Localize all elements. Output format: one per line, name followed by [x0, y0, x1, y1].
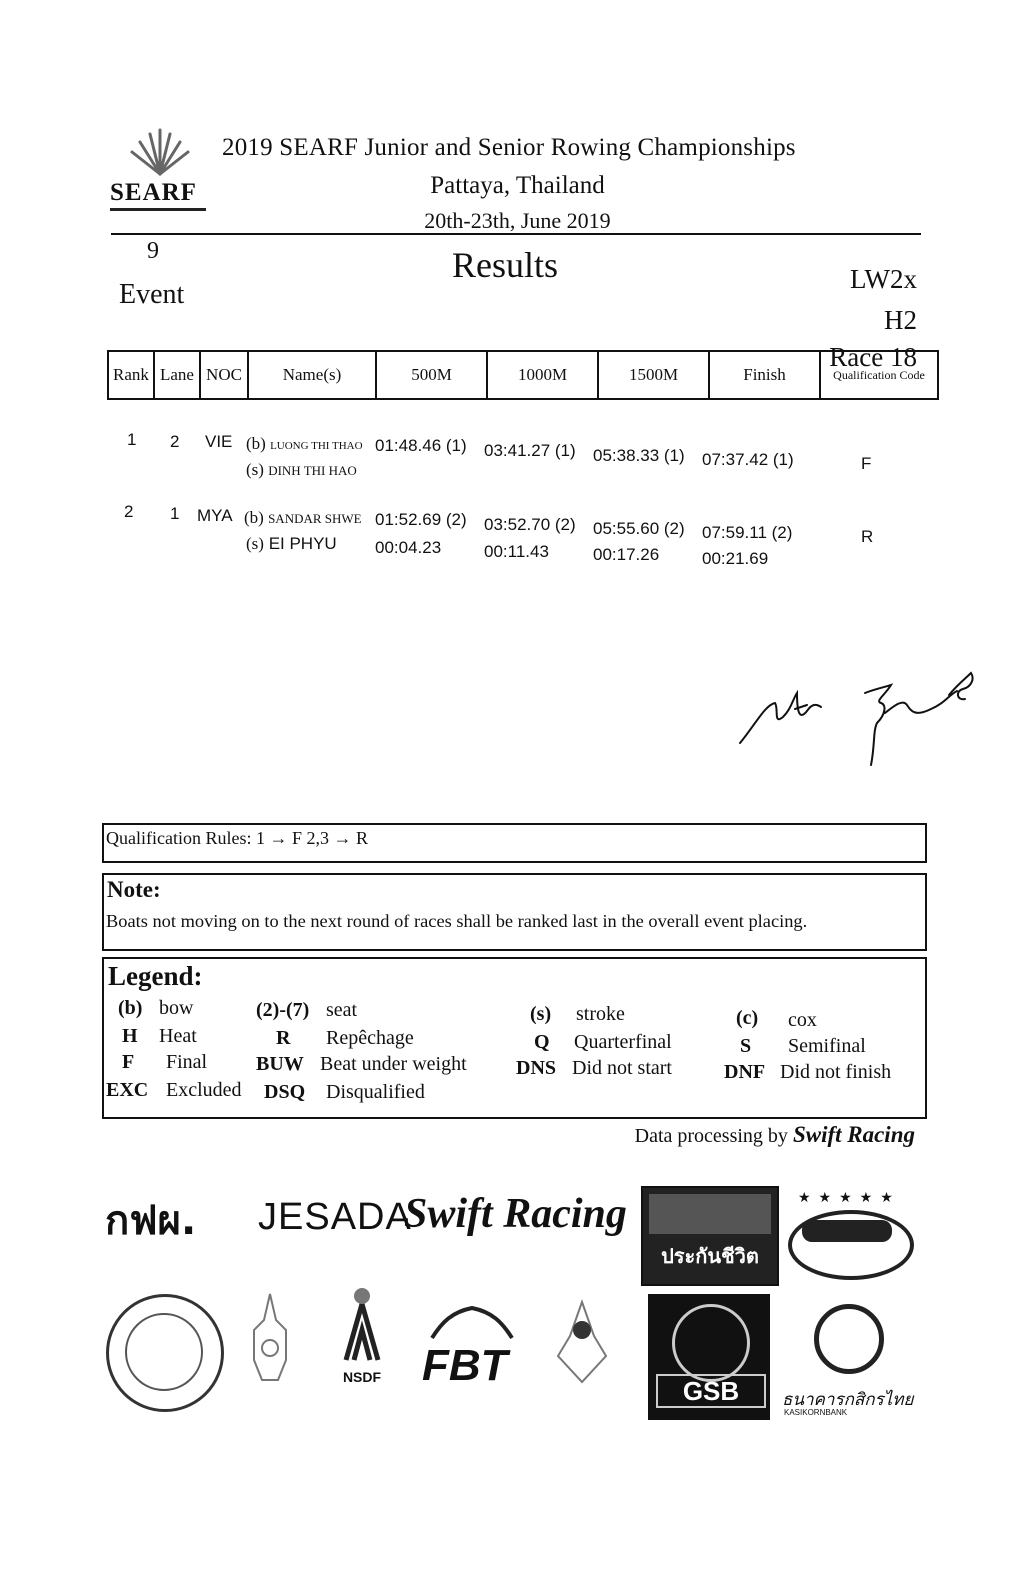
data-processing-credit: [635, 1122, 915, 1148]
results-heading: Results: [452, 245, 559, 285]
jesada-logo: JESADA: [258, 1196, 412, 1238]
qualification-rules: Qualification Rules: 1 → F 2,3 → R: [106, 828, 368, 848]
egat-logo: กฟผ.: [105, 1198, 197, 1244]
bow-name: LUONG THI THAO: [270, 440, 363, 452]
legend-item: Q: [534, 1031, 550, 1053]
stroke-name: EI PHYU: [268, 534, 337, 553]
legend-item: DSQ: [264, 1081, 306, 1103]
delta-finish: 00:21.69: [702, 549, 769, 568]
stroke-prefix: (s): [246, 460, 264, 479]
legend-desc: seat: [326, 999, 358, 1021]
legend-desc: Excluded: [166, 1079, 242, 1101]
data-processing-prefix: Data processing by: [634, 1125, 788, 1147]
col-1500m: 1500M: [598, 351, 709, 399]
lane: 1: [170, 504, 180, 523]
legend-desc: Beat under weight: [320, 1053, 467, 1075]
lane: 2: [170, 432, 180, 451]
legend-title: Legend:: [108, 961, 203, 991]
rank: 2: [124, 502, 134, 521]
legend-item: (b): [118, 997, 143, 1019]
noc: VIE: [205, 432, 233, 451]
dates: 20th-23th, June 2019: [424, 208, 611, 233]
location: Pattaya, Thailand: [430, 172, 605, 199]
col-noc: NOC: [200, 351, 248, 399]
searf-logo-text: SEARF: [110, 179, 197, 206]
stroke-name: DINH THI HAO: [268, 463, 357, 478]
legend-desc: Did not start: [572, 1057, 672, 1079]
legend-desc: Semifinal: [788, 1035, 866, 1057]
leaf-icon: [814, 1304, 884, 1374]
legend-desc: stroke: [576, 1003, 625, 1025]
col-qualification: Qualification Code: [820, 351, 938, 399]
bow-name: SANDAR SHWE: [268, 511, 362, 526]
legend-item: R: [276, 1027, 291, 1049]
fbt-logo: FBT: [422, 1302, 522, 1398]
legend-item: F: [122, 1051, 135, 1073]
boat-class: LW2x: [850, 264, 917, 294]
finish-time: 07:59.11 (2): [702, 523, 793, 542]
legend-desc: cox: [788, 1009, 817, 1031]
kasikornbank-logo: ธนาคารกสิกรไทย KASIKORNBANK: [782, 1300, 902, 1426]
col-rank: Rank: [108, 351, 154, 399]
qualification-rules-box: [102, 823, 927, 863]
legend-desc: Disqualified: [326, 1081, 425, 1103]
event-label: Event: [119, 279, 185, 310]
legend-item: (s): [530, 1003, 552, 1025]
nsdf-logo: NSDF: [326, 1284, 398, 1400]
torch-icon: [326, 1284, 398, 1364]
legend-item: (2)-(7): [256, 999, 310, 1021]
insurance-logo: ประกันชีวิต: [641, 1186, 779, 1286]
stroke-prefix: (s): [246, 534, 264, 553]
emblem-icon: [240, 1290, 300, 1400]
split-500m: 01:48.46 (1): [375, 436, 467, 455]
data-processing-brand: Swift Racing: [792, 1122, 915, 1147]
signature: [735, 665, 985, 775]
note-text: Boats not moving on to the next round of races shall be ranked last in the overall event placing.: [106, 911, 808, 931]
noc: MYA: [197, 506, 233, 525]
split-1000m: 03:52.70 (2): [484, 515, 576, 534]
bow-prefix: (b): [246, 434, 266, 453]
championship-title: 2019 SEARF Junior and Senior Rowing Championships: [222, 134, 796, 161]
delta-500m: 00:04.23: [375, 538, 442, 557]
note-box: [102, 873, 927, 951]
legend-item: EXC: [106, 1079, 149, 1101]
race-number: Race 18: [829, 342, 917, 372]
legend-desc: Heat: [159, 1025, 197, 1047]
legend-item: BUW: [256, 1053, 304, 1075]
delta-1000m: 00:11.43: [484, 542, 549, 561]
qualification-code: F: [861, 454, 872, 473]
col-lane: Lane: [154, 351, 200, 399]
swift-racing-logo: Swift Racing: [404, 1191, 627, 1237]
legend-desc: bow: [159, 997, 194, 1019]
split-1000m: 03:41.27 (1): [484, 441, 576, 460]
legend-desc: Did not finish: [780, 1061, 892, 1083]
legend-item: H: [122, 1025, 138, 1047]
results-table-header: [107, 350, 939, 400]
split-500m: 01:52.69 (2): [375, 510, 467, 529]
legend-desc: Final: [166, 1051, 208, 1073]
stars-icon: ★★★★★: [798, 1191, 901, 1206]
col-finish: Finish: [709, 351, 820, 399]
legend-item: S: [740, 1035, 752, 1057]
col-500m: 500M: [376, 351, 487, 399]
legend-item: DNF: [724, 1061, 766, 1083]
legend-item: (c): [736, 1007, 759, 1029]
finish-time: 07:37.42 (1): [702, 450, 794, 469]
event-number: 9: [147, 238, 159, 264]
star-badge-logo: [788, 1190, 912, 1282]
col-names: Name(s): [248, 351, 376, 399]
delta-1500m: 00:17.26: [593, 545, 660, 564]
split-1500m: 05:55.60 (2): [593, 519, 685, 538]
legend-desc: Quarterfinal: [574, 1031, 672, 1053]
note-title: Note:: [107, 877, 161, 902]
gsb-logo: GSB: [648, 1294, 770, 1420]
heat-code: H2: [884, 305, 917, 335]
bow-prefix: (b): [244, 508, 264, 527]
legend-box: [102, 957, 927, 1119]
legend-item: DNS: [516, 1057, 557, 1079]
sports-authority-logo-icon: [540, 1296, 624, 1410]
legend-desc: Repêchage: [326, 1027, 414, 1049]
header-divider: [111, 233, 921, 235]
rank: 1: [127, 430, 137, 449]
port-authority-seal-icon: [106, 1294, 224, 1412]
split-1500m: 05:38.33 (1): [593, 446, 685, 465]
laurel-icon: [422, 1302, 522, 1342]
col-1000m: 1000M: [487, 351, 598, 399]
qualification-code: R: [861, 527, 874, 546]
